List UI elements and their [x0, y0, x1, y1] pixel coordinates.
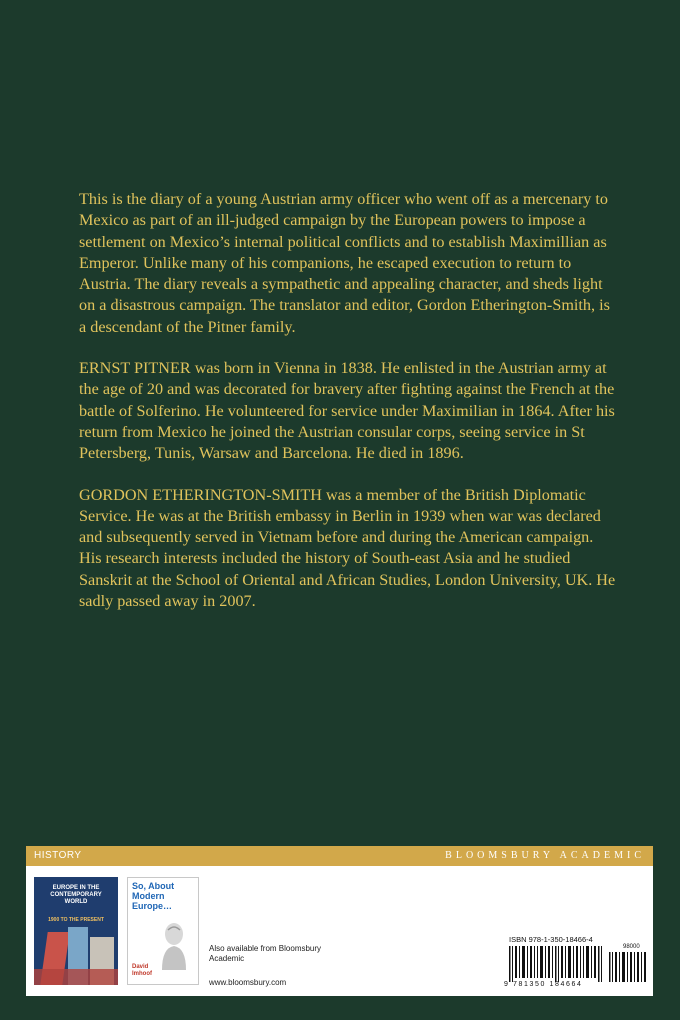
- related-book-subtitle: 1900 TO THE PRESENT: [48, 917, 104, 923]
- website-link[interactable]: www.bloomsbury.com: [209, 978, 287, 987]
- back-cover-blurb: [79, 189, 619, 632]
- publisher-footer: [26, 846, 653, 996]
- related-book-title: EUROPE IN THE CONTEMPORARY WORLD: [50, 885, 102, 905]
- translator-bio-paragraph: GORDON ETHERINGTON-SMITH was a member of the British Diplomatic Service. He was at the British embassy in Berlin in 1939 when war was declared and subsequently served in Vietnam before and during the American campaign. His research interests included the history of South-east Asia and he studied Sanskrit at the School of Oriental and African Studies, London University, UK. He sadly passed away in 2007.: [79, 485, 616, 611]
- barcode-icon: [509, 946, 647, 984]
- author-bio-paragraph: ERNST PITNER was born in Vienna in 1838. He enlisted in the Austrian army at the age of 20 and was decorated for bravery after fighting against the French at the battle of Solferino. He volunteered for service under Maximilian in 1864. After his return from Mexico he joined the Austrian consular corps, seeing service in St Petersberg, Tunis, Warsaw and Barcelona. He died in 1896.: [79, 359, 615, 463]
- publisher-name: BLOOMSBURY ACADEMIC: [445, 850, 645, 861]
- related-book-author: David Imhoof: [132, 964, 152, 977]
- description-paragraph: This is the diary of a young Austrian army officer who went off as a mercenary to Mexico as part of an ill-judged campaign by the European powers to impose a settlement on Mexico’s internal political conflicts and to establish Maximillian as Emperor. Unlike many of his companions, he escaped execution to return to Austria. The diary reveals a sympathetic and appealing character, and sheds light on a disastrous campaign. The translator and editor, Gordon Etherington-Smith, is a descendant of the Pitner family.: [79, 190, 610, 336]
- subject-label: HISTORY: [34, 850, 82, 861]
- street-shape: [34, 969, 118, 985]
- statue-bust-icon: [156, 920, 192, 970]
- also-available-text: Also available from Bloomsbury Academic: [209, 944, 322, 963]
- isbn-label: ISBN 978-1-350-18466-4: [509, 935, 593, 944]
- related-book-cover-2: [127, 877, 199, 985]
- related-book-cover-1: [34, 877, 118, 985]
- related-book-title: So, About Modern Europe…: [132, 881, 175, 911]
- price-addon-digits: 98000: [623, 944, 640, 950]
- barcode-digits: 9 781350 184664: [504, 981, 583, 988]
- subject-band: [26, 846, 653, 866]
